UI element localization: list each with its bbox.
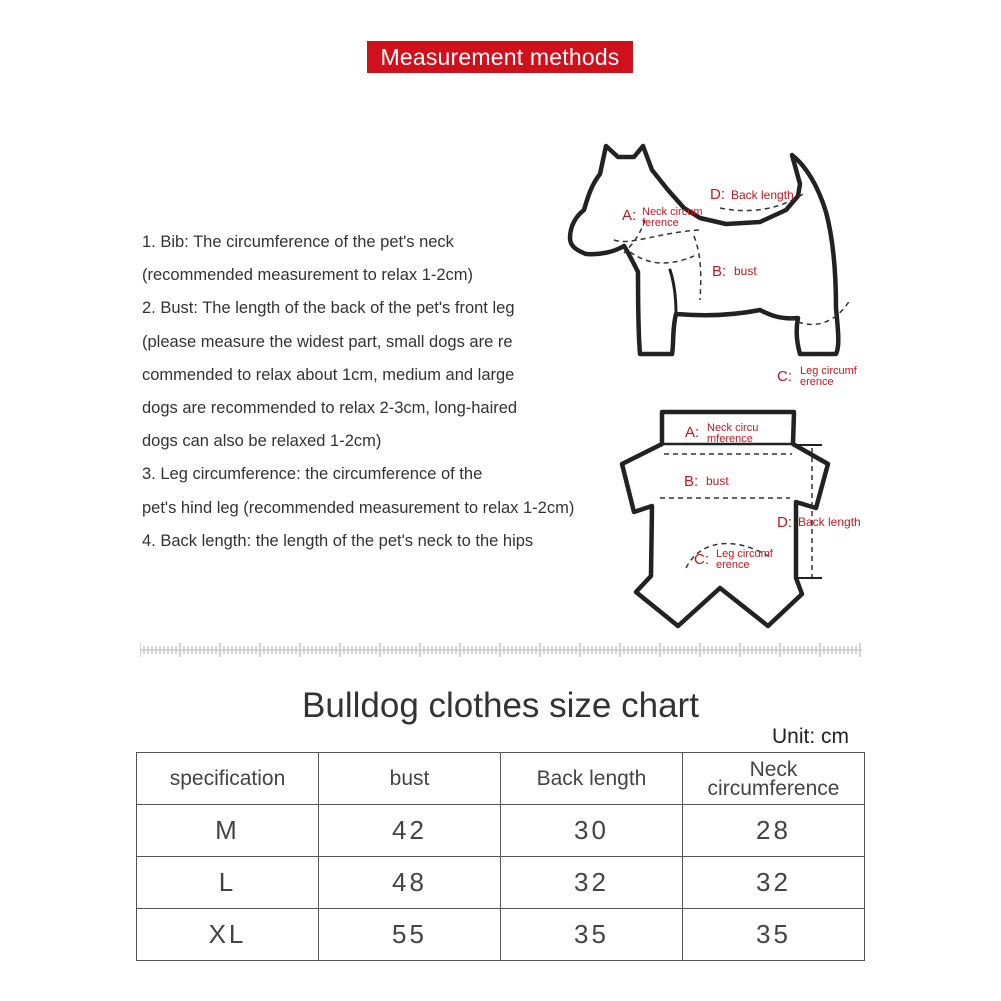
garment-label-c-letter: C: [694,551,709,568]
dog-label-b-text: bust [734,264,757,278]
header-bust: bust [319,753,501,805]
table-row [137,909,865,961]
cell-bust: 42 [319,805,501,857]
garment-label-d-text: Back length [798,515,861,529]
instruction-line: (recommended measurement to relax 1-2cm) [142,266,474,285]
garment-label-b-text: bust [706,474,729,488]
header-neck-line1: Neck [749,757,798,781]
instruction-line: pet's hind leg (recommended measurement to relax 1-2cm) [142,498,575,517]
header-neck-circumference [683,753,865,805]
dog-measurement-labels [622,186,858,388]
instruction-line: (please measure the widest part, small dogs are re [142,332,513,351]
size-chart-unit: Unit: cm [772,725,850,748]
dog-label-d-letter: D: [710,186,725,203]
cell-size: L [137,857,319,909]
dog-label-a-letter: A: [622,207,637,224]
instruction-line: commended to relax about 1cm, medium and large [142,365,515,384]
cell-bust: 48 [319,857,501,909]
cell-neck: 28 [683,805,865,857]
cell-bust: 55 [319,909,501,961]
instruction-line: 4. Back length: the length of the pet's neck to the hips [142,531,534,550]
measurement-methods-banner: Measurement methods [367,41,633,73]
cell-neck: 35 [683,909,865,961]
garment-label-a-line2: mference [707,433,753,445]
header-neck-line2: circumference [707,776,840,800]
garment-label-c-line1: Leg circumf [716,548,773,560]
dog-label-d-text: Back length [731,188,794,202]
garment-label-b-letter: B: [684,473,699,490]
dog-label-c-letter: C: [777,368,792,385]
garment-label-a-letter: A: [685,424,700,441]
dog-label-a-line1: Neck circum [642,206,703,218]
garment-length-ticks [796,445,822,578]
instruction-line: 1. Bib: The circumference of the pet's neck [142,233,454,251]
dog-label-b-letter: B: [712,263,727,280]
dog-label-c-line2: erence [800,376,834,388]
size-chart-title: Bulldog clothes size chart [302,686,699,725]
cell-neck: 32 [683,857,865,909]
cell-size: XL [137,909,319,961]
size-chart-table [136,752,865,961]
cell-back-length: 32 [501,857,683,909]
header-specification: specification [137,753,319,805]
table-row [137,857,865,909]
table-row [137,805,865,857]
instruction-line: 2. Bust: The length of the back of the pet's front leg [142,299,515,318]
cell-back-length: 35 [501,909,683,961]
dog-label-c-line1: Leg circumf [800,365,857,377]
ruler-divider [140,641,862,659]
instruction-line: dogs are recommended to relax 2-3cm, long-haired [142,399,518,418]
cell-size: M [137,805,319,857]
instruction-line: dogs can also be relaxed 1-2cm) [142,432,382,451]
instruction-line: 3. Leg circumference: the circumference of the [142,465,483,484]
dog-outline-illustration [570,146,838,354]
dog-label-a-line2: ference [642,217,679,229]
header-back-length: Back length [501,753,683,805]
garment-label-a-line1: Neck circu [707,422,759,434]
cell-back-length: 30 [501,805,683,857]
garment-label-c-line2: erence [716,559,750,571]
garment-label-d-letter: D: [777,514,792,531]
table-header-row [137,753,865,805]
